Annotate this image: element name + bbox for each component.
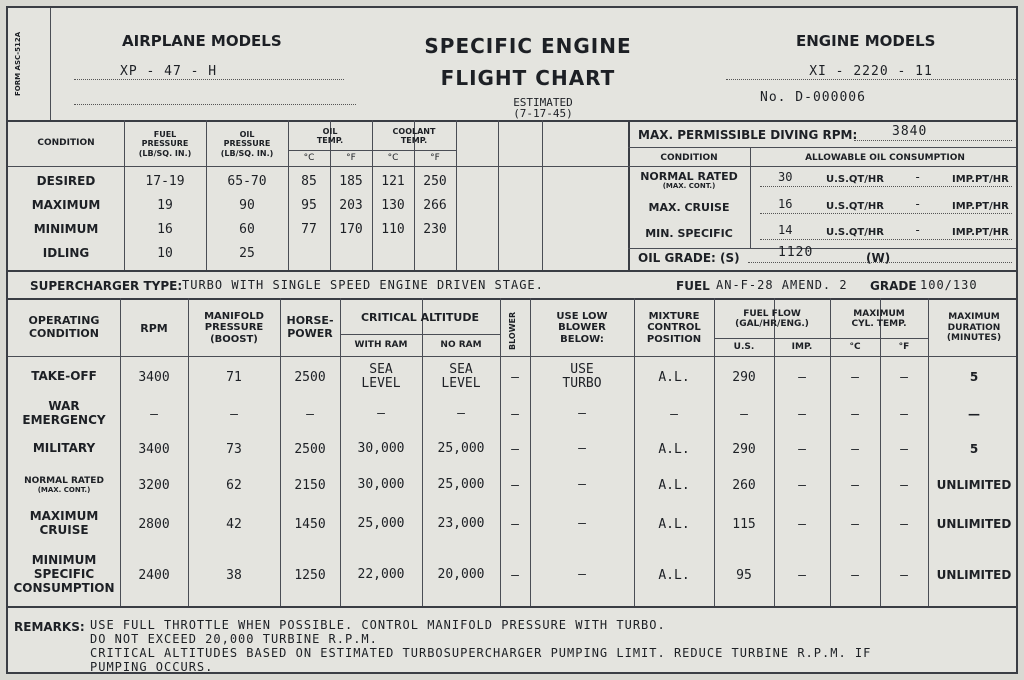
fuel-pressure-value: 10 — [157, 245, 173, 261]
degree-header: °F — [346, 153, 356, 163]
max-duration-value: UNLIMITED — [936, 568, 1012, 582]
cyl-temp-f-value: — — [900, 406, 908, 422]
rpm-header: RPM — [140, 321, 168, 335]
oil-imp-value: - — [914, 223, 922, 237]
condition-row-label: MINIMUM — [33, 222, 99, 236]
fuel-pressure-header-line: FUEL — [153, 130, 177, 140]
with-ram-altitude — [340, 396, 422, 432]
oil-grade-label: OIL GRADE: (S) — [638, 251, 740, 265]
diving-rpm-value: 3840 — [892, 124, 928, 139]
grid-line — [542, 120, 543, 270]
max-duration-value: 5 — [969, 370, 979, 384]
remarks-label: REMARKS: — [14, 620, 85, 634]
use-low-blower-value-line: — — [578, 566, 586, 582]
max-cyl-temp-header-line: CYL. TEMP. — [851, 319, 907, 329]
oil-condition-name: MIN. SPECIFIC — [645, 226, 733, 240]
no-ram-header: NO RAM — [440, 340, 482, 350]
degree-header: °C — [387, 153, 399, 163]
cyl-temp-f-value: — — [900, 441, 908, 457]
blower-value: — — [511, 567, 519, 583]
fuel-pressure-value: 17-19 — [145, 173, 185, 189]
with-ram-altitude — [340, 466, 422, 504]
oil-temp-f-value: 185 — [339, 173, 363, 189]
fuel-flow-imp-value: — — [798, 441, 806, 457]
max-duration-value: — — [968, 407, 980, 421]
mixture-header-line: POSITION — [646, 333, 702, 345]
oil-grade-w: (W) — [866, 251, 891, 265]
coolant-temp-c-value: 130 — [381, 197, 405, 213]
operating-condition-name: CRUISE — [39, 523, 89, 537]
airplane-models-label: AIRPLANE MODELS — [122, 32, 282, 50]
oil-condition-name: NORMAL RATED — [640, 170, 738, 184]
use-low-blower-value — [530, 432, 634, 466]
oil-temp-c-value: 95 — [301, 197, 317, 213]
fuel-flow-us-value: 290 — [732, 369, 756, 385]
no-ram-altitude — [422, 432, 500, 466]
horsepower-header — [280, 300, 340, 356]
oil-temp-header-line: TEMP. — [316, 136, 344, 145]
oil-imp-unit: IMP.PT/HR — [952, 227, 1009, 238]
oil-condition-row — [628, 195, 750, 221]
engine-model-value: XI - 2220 - 11 — [726, 64, 1016, 80]
chart-title-line1: SPECIFIC ENGINE — [424, 34, 632, 58]
mixture-header-line: MIXTURE — [648, 310, 700, 322]
fuel-flow-imp-value: — — [798, 477, 806, 493]
mixture-value: A.L. — [658, 516, 690, 532]
use-low-blower-value-line: USE — [570, 361, 594, 377]
use-low-blower-value — [530, 544, 634, 606]
use-low-blower-value-line: — — [578, 440, 586, 456]
oil-us-value: 30 — [778, 170, 793, 184]
operating-condition-name: TAKE-OFF — [31, 369, 97, 384]
engine-number: No. D-000006 — [760, 90, 866, 105]
oil-imp-value: - — [914, 197, 922, 211]
use-low-blower-value — [530, 504, 634, 544]
rpm-value: 2400 — [138, 567, 170, 583]
manifold-pressure-value: — — [230, 406, 238, 422]
operating-condition-row — [8, 466, 120, 504]
horsepower-value: 2500 — [294, 369, 326, 385]
use-low-blower-header-line: BELOW: — [560, 333, 604, 345]
horsepower-value: 1250 — [294, 567, 326, 583]
mixture-header — [634, 300, 714, 356]
max-cyl-temp-header-line: MAXIMUM — [853, 308, 905, 319]
horsepower-value: 1450 — [294, 516, 326, 532]
max-duration-header — [928, 300, 1018, 356]
no-ram-altitude — [422, 504, 500, 544]
oil-pressure-value: 65-70 — [227, 173, 267, 189]
oil-temp-c-value — [288, 242, 330, 264]
oil-condition-row — [628, 168, 750, 194]
fuel-pressure-header-line: (LB/SQ. IN.) — [138, 148, 192, 158]
manifold-pressure-value: 38 — [226, 567, 242, 583]
with-ram-altitude — [340, 432, 422, 466]
oil-condition-name: MAX. CRUISE — [648, 200, 730, 214]
oil-us-value: 14 — [778, 223, 793, 237]
rpm-value: 3400 — [138, 369, 170, 385]
operating-condition-header-line: CONDITION — [28, 327, 99, 340]
use-low-blower-value-line: TURBO — [562, 376, 602, 391]
rpm-value: 2800 — [138, 516, 170, 532]
remarks-line-1: USE FULL THROTTLE WHEN POSSIBLE. CONTROL MANIFOLD PRESSURE WITH TURBO. — [90, 618, 666, 632]
oil-consumption-header: ALLOWABLE OIL CONSUMPTION — [805, 153, 965, 163]
with-ram-altitude-line: 25,000 — [357, 515, 405, 531]
oil-us-unit: U.S.QT/HR — [826, 227, 884, 238]
oil-pressure-header-line: (LB/SQ. IN.) — [220, 148, 274, 158]
operating-condition-sub: (MAX. CONT.) — [37, 486, 91, 495]
oil-pressure-value: 90 — [239, 197, 255, 213]
fuel-us-header: U.S. — [733, 342, 755, 352]
cyl-temp-f-value: — — [900, 477, 908, 493]
with-ram-altitude-line: 22,000 — [357, 566, 405, 582]
remarks-line-2: DO NOT EXCEED 20,000 TURBINE R.P.M. — [90, 632, 378, 646]
oil-temp-header — [288, 122, 372, 150]
max-duration-header-line: DURATION — [947, 322, 1001, 333]
rpm-value: 3200 — [138, 477, 170, 493]
supercharger-value: TURBO WITH SINGLE SPEED ENGINE DRIVEN STAGE. — [182, 278, 544, 292]
no-ram-altitude — [422, 358, 500, 396]
mixture-header-line: CONTROL — [647, 322, 701, 334]
operating-condition-name: SPECIFIC — [33, 567, 95, 582]
horsepower-header-line: HORSE- — [286, 314, 334, 328]
flight-chart-sheet — [6, 6, 1018, 674]
grade-label: GRADE — [870, 279, 917, 293]
use-low-blower-value — [530, 358, 634, 396]
max-duration-value: 5 — [969, 442, 979, 456]
operating-condition-row — [8, 504, 120, 544]
operating-condition-name: MILITARY — [32, 441, 96, 456]
rpm-value: — — [150, 406, 158, 422]
oil-us-value: 16 — [778, 197, 793, 211]
coolant-temp-c-value — [372, 242, 414, 264]
manifold-header-line: MANIFOLD — [204, 310, 264, 322]
no-ram-altitude — [422, 544, 500, 606]
max-duration-value: UNLIMITED — [936, 517, 1012, 531]
max-duration-header-line: MAXIMUM — [948, 312, 1000, 323]
max-duration-header-line: (MINUTES) — [946, 333, 1002, 344]
oil-grade-value: 1120 — [778, 245, 814, 260]
use-low-blower-value-line: — — [578, 515, 586, 531]
operating-condition-row — [8, 544, 120, 606]
operating-condition-row — [8, 358, 120, 396]
fuel-flow-imp-value: — — [798, 406, 806, 422]
cyl-temp-f-value: — — [900, 567, 908, 583]
coolant-temp-f-value — [414, 242, 456, 264]
mixture-value: A.L. — [658, 441, 690, 457]
horsepower-value: 2500 — [294, 441, 326, 457]
condition-row-label: MAXIMUM — [31, 198, 101, 212]
supercharger-label: SUPERCHARGER TYPE: — [30, 279, 183, 293]
degree-header: °F — [430, 153, 440, 163]
oil-condition-header: CONDITION — [660, 153, 718, 163]
operating-condition-row — [8, 396, 120, 432]
airplane-model-value: XP - 47 - H — [74, 64, 344, 80]
with-ram-altitude — [340, 504, 422, 544]
operating-condition-name: MAXIMUM — [29, 509, 99, 524]
fuel-flow-imp-value: — — [798, 516, 806, 532]
cyl-temp-f-value: — — [900, 516, 908, 532]
no-ram-altitude-line: 25,000 — [437, 476, 485, 492]
operating-condition-name: CONSUMPTION — [13, 580, 115, 595]
fuel-flow-us-value: 260 — [732, 477, 756, 493]
use-low-blower-value — [530, 466, 634, 504]
fuel-flow-us-value: — — [740, 406, 748, 422]
oil-imp-value: - — [914, 170, 922, 184]
with-ram-altitude-line: — — [377, 405, 385, 421]
manifold-pressure-value: 73 — [226, 441, 242, 457]
use-low-blower-header-line: USE LOW — [556, 310, 608, 322]
oil-pressure-header-line: OIL — [239, 130, 255, 140]
grid-line — [498, 120, 499, 270]
manifold-pressure-value: 62 — [226, 477, 242, 493]
fuel-value: AN-F-28 AMEND. 2 — [716, 278, 848, 292]
max-cyl-temp-header — [830, 300, 928, 338]
oil-condition-row — [628, 221, 750, 247]
condition-row-label: DESIRED — [36, 174, 96, 188]
fuel-flow-us-value: 115 — [732, 516, 756, 532]
mixture-value: — — [670, 406, 678, 422]
critical-altitude-header: CRITICAL ALTITUDE — [360, 310, 480, 324]
coolant-temp-c-value: 110 — [381, 221, 405, 237]
cyl-temp-c-value: — — [851, 516, 859, 532]
with-ram-altitude-line: 30,000 — [357, 440, 405, 456]
chart-title-line2: FLIGHT CHART — [440, 66, 616, 90]
operating-condition-name: NORMAL RATED — [24, 475, 104, 486]
blower-value: — — [511, 406, 519, 422]
remarks-line-3: CRITICAL ALTITUDES BASED ON ESTIMATED TURBOSUPERCHARGER PUMPING LIMIT. REDUCE TURBINE R.P.M. IF — [90, 646, 872, 660]
manifold-pressure-value: 42 — [226, 516, 242, 532]
manifold-header-line: PRESSURE — [204, 322, 264, 334]
horsepower-value: 2150 — [294, 477, 326, 493]
cyl-temp-c-value: — — [851, 369, 859, 385]
grid-line — [8, 356, 1018, 357]
cyl-temp-c-value: — — [851, 406, 859, 422]
operating-condition-header-line: OPERATING — [28, 314, 100, 328]
with-ram-altitude-line: SEA — [369, 361, 393, 377]
cyl-temp-c-value: — — [851, 567, 859, 583]
rpm-value: 3400 — [138, 441, 170, 457]
no-ram-altitude — [422, 466, 500, 504]
oil-imp-unit: IMP.PT/HR — [952, 174, 1009, 185]
with-ram-altitude — [340, 544, 422, 606]
coolant-temp-c-value: 121 — [381, 173, 405, 189]
fuel-imp-header: IMP. — [791, 342, 813, 352]
oil-temp-c-value: 85 — [301, 173, 317, 189]
fuel-flow-header-line: (GAL/HR/ENG.) — [735, 319, 809, 329]
operating-condition-name: MINIMUM — [31, 553, 97, 568]
oil-pressure-value: 60 — [239, 221, 255, 237]
oil-condition-sub: (MAX. CONT.) — [662, 182, 716, 191]
blower-header: BLOWER — [508, 311, 517, 350]
engine-models-label: ENGINE MODELS — [796, 32, 936, 50]
grid-line — [8, 166, 628, 167]
no-ram-altitude-line: 25,000 — [437, 440, 485, 456]
fuel-flow-us-value: 95 — [736, 567, 752, 583]
with-ram-altitude-line: LEVEL — [361, 376, 401, 391]
oil-imp-unit: IMP.PT/HR — [952, 201, 1009, 212]
oil-temp-f-value: 170 — [339, 221, 363, 237]
operating-condition-name: EMERGENCY — [22, 413, 106, 427]
use-low-blower-value — [530, 396, 634, 432]
no-ram-altitude-line: LEVEL — [441, 376, 481, 391]
fuel-pressure-header-line: PRESSURE — [141, 139, 189, 149]
cyl-temp-c-value: — — [851, 441, 859, 457]
oil-temp-f-value: 203 — [339, 197, 363, 213]
manifold-pressure-value: 71 — [226, 369, 242, 385]
horsepower-value: — — [306, 406, 314, 422]
cyl-temp-f-value: — — [900, 369, 908, 385]
mixture-value: A.L. — [658, 477, 690, 493]
remarks-line-4: PUMPING OCCURS. — [90, 660, 214, 674]
oil-pressure-header — [206, 122, 288, 166]
cyl-temp-c-value: — — [851, 477, 859, 493]
use-low-blower-header-line: BLOWER — [558, 322, 606, 334]
fuel-flow-header — [714, 300, 830, 338]
blower-value: — — [511, 441, 519, 457]
oil-temp-header-line: OIL — [322, 126, 338, 136]
coolant-temp-f-value: 266 — [423, 197, 447, 213]
no-ram-altitude — [422, 396, 500, 432]
condition-header: CONDITION — [37, 138, 95, 148]
use-low-blower-value-line: — — [578, 405, 586, 421]
use-low-blower-header — [530, 300, 634, 356]
with-ram-altitude — [340, 358, 422, 396]
condition-row-label: IDLING — [42, 246, 90, 260]
form-id: FORM ASC-512A — [14, 31, 22, 96]
operating-condition-row — [8, 432, 120, 466]
fuel-label: FUEL — [676, 279, 710, 293]
horsepower-header-line: POWER — [287, 327, 333, 340]
mixture-value: A.L. — [658, 567, 690, 583]
blower-value: — — [511, 516, 519, 532]
cyl-f-header: °F — [898, 342, 910, 352]
fuel-flow-imp-value: — — [798, 369, 806, 385]
coolant-temp-header-line: TEMP. — [400, 136, 428, 145]
oil-us-unit: U.S.QT/HR — [826, 174, 884, 185]
grade-value: 100/130 — [920, 278, 978, 292]
coolant-temp-f-value: 230 — [423, 221, 447, 237]
manifold-header — [188, 300, 280, 356]
blower-value: — — [511, 477, 519, 493]
oil-temp-f-value — [330, 242, 372, 264]
blower-value: — — [511, 369, 519, 385]
diving-rpm-label: MAX. PERMISSIBLE DIVING RPM: — [638, 128, 858, 142]
no-ram-altitude-line: SEA — [449, 361, 473, 377]
mixture-value: A.L. — [658, 369, 690, 385]
with-ram-header: WITH RAM — [354, 340, 408, 350]
estimated-date: (7-17-45) — [513, 107, 573, 120]
oil-pressure-header-line: PRESSURE — [223, 139, 271, 149]
with-ram-altitude-line: 30,000 — [357, 476, 405, 492]
fuel-pressure-value: 16 — [157, 221, 173, 237]
fuel-flow-us-value: 290 — [732, 441, 756, 457]
airplane-model-blank-line — [74, 92, 356, 105]
manifold-header-line: (BOOST) — [210, 333, 258, 345]
no-ram-altitude-line: — — [457, 405, 465, 421]
use-low-blower-value-line: — — [578, 476, 586, 492]
fuel-pressure-header — [124, 122, 206, 166]
grid-line — [456, 120, 457, 270]
max-duration-value: UNLIMITED — [936, 478, 1012, 492]
degree-header: °C — [303, 153, 315, 163]
coolant-temp-header — [372, 122, 456, 150]
no-ram-altitude-line: 23,000 — [437, 515, 485, 531]
operating-condition-header — [8, 300, 120, 356]
coolant-temp-header-line: COOLANT — [392, 126, 436, 136]
coolant-temp-f-value: 250 — [423, 173, 447, 189]
oil-temp-c-value: 77 — [301, 221, 317, 237]
fuel-pressure-value: 19 — [157, 197, 173, 213]
no-ram-altitude-line: 20,000 — [437, 566, 485, 582]
fuel-flow-imp-value: — — [798, 567, 806, 583]
oil-pressure-value: 25 — [239, 245, 255, 261]
estimated-label: ESTIMATED — [513, 96, 573, 109]
operating-condition-name: WAR — [48, 399, 80, 414]
oil-us-unit: U.S.QT/HR — [826, 201, 884, 212]
cyl-c-header: °C — [849, 342, 861, 352]
fuel-flow-header-line: FUEL FLOW — [743, 308, 801, 319]
